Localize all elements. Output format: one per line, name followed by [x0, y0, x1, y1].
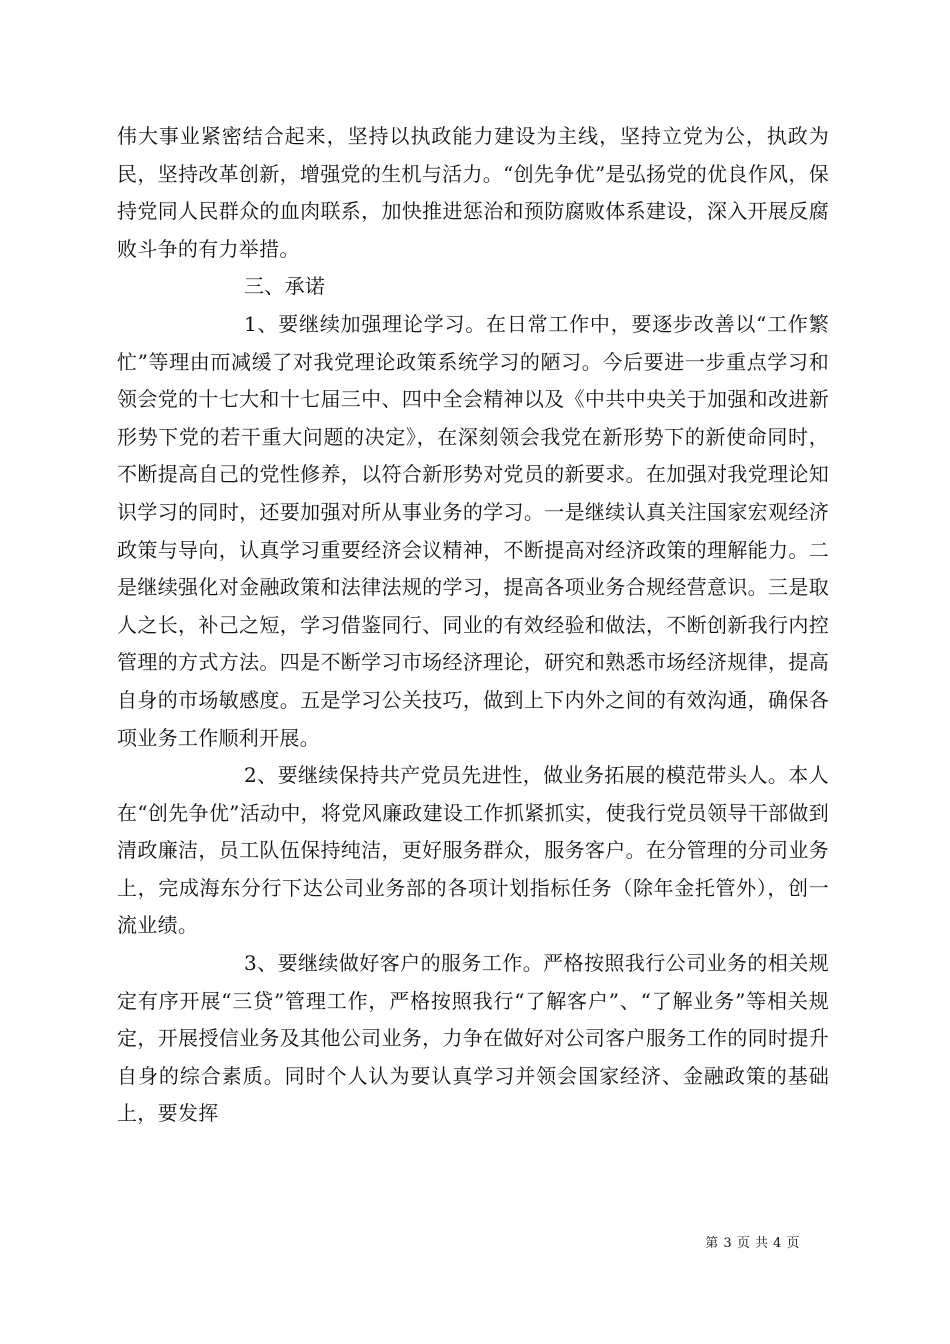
page-number-footer: 第 3 页 共 4 页: [705, 1236, 800, 1251]
section-heading-commitment: 三、承诺: [244, 274, 326, 299]
paragraph-item-1: 1、要继续加强理论学习。在日常工作中，要逐步改善以“工作繁忙”等理由而减缓了对我党理论政策系统学习的陋习。今后要进一步重点学习和领会党的十七大和十七届三中、四中全会精神以及《中共中央关于加强和改进新形势下党的若干重大问题的决定》，在深刻领会我党在新形势下的新使命同时，不断提高自己的党性修养，以符合新形势对党员的新要求。在加强对我党理论知识学习的同时，还要加强对所从事业务的学习。一是继续认真关注国家宏观经济政策与导向，认真学习重要经济会议精神，不断提高对经济政策的理解能力。二是继续强化对金融政策和法律法规的学习，提高各项业务合规经营意识。三是取人之长，补己之短，学习借鉴同行、同业的有效经验和做法，不断创新我行内控管理的方式方法。四是不断学习市场经济理论，研究和熟悉市场经济规律，提高自身的市场敏感度。五是学习公关技巧，做到上下内外之间的有效沟通，确保各项业务工作顺利开展。: [117, 311, 829, 750]
paragraph-item-3: 3、要继续做好客户的服务工作。严格按照我行公司业务的相关规定有序开展“三贷”管理工作，严格按照我行“了解客户”、“了解业务”等相关规定，开展授信业务及其他公司业务，力争在做好对公司客户服务工作的同时提升自身的综合素质。同时个人认为要认真学习并领会国家经济、金融政策的基础上，要发挥: [117, 951, 829, 1126]
paragraph-item-2: 2、要继续保持共产党员先进性，做业务拓展的模范带头人。本人在“创先争优”活动中，将党风廉政建设工作抓紧抓实，使我行党员领导干部做到清政廉洁，员工队伍保持纯洁，更好服务群众，服务客户。在分管理的分司业务上，完成海东分行下达公司业务部的各项计划指标任务（除年金托管外），创一流业绩。: [117, 763, 829, 938]
paragraph-continuation: 伟大事业紧密结合起来，坚持以执政能力建设为主线，坚持立党为公，执政为民，坚持改革创新，增强党的生机与活力。“创先争优”是弘扬党的优良作风，保持党同人民群众的血肉联系，加快推进惩治和预防腐败体系建设，深入开展反腐败斗争的有力举措。: [117, 124, 829, 261]
document-body: [117, 118, 829, 1133]
